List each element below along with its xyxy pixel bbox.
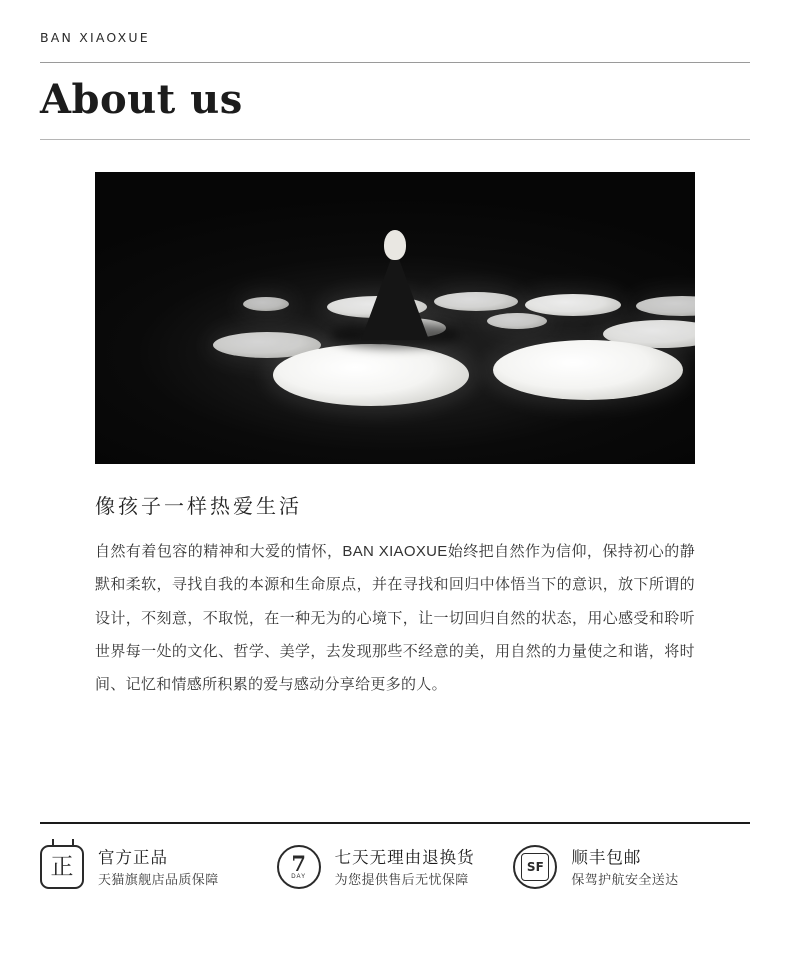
sf-express-icon (513, 845, 559, 891)
brand-row (40, 0, 750, 56)
figure-body (361, 248, 429, 340)
light-disc (525, 294, 621, 316)
guarantee-subtitle: 保驾护航安全送达 (571, 871, 679, 887)
seven-number: 7 (291, 850, 306, 876)
zheng-authentic-icon (40, 845, 86, 891)
copy-paragraph: 自然有着包容的精神和大爱的情怀，BAN XIAOXUE始终把自然作为信仰，保持初心的静默和柔软，寻找自我的本源和生命原点，并在寻找和回归中体悟当下的意识，放下所谓的设计，不刻意，不取悦，在一种无为的心境下，让一切回归自然的状态，用心感受和聆听世界每一处的文化、哲学、美学，去发现那些不经意的美，用自然的力量使之和谐，将时间、记忆和情感所积累的爱与感动分享给更多的人。 (95, 543, 695, 694)
title-block (40, 63, 750, 123)
guarantee-text (98, 850, 219, 886)
guarantee-subtitle: 天猫旗舰店品质保障 (98, 871, 219, 887)
zheng-glyph: 正 (40, 845, 84, 889)
sf-circle (513, 845, 557, 889)
guarantee-text (571, 850, 678, 886)
light-disc (487, 313, 547, 329)
page-title: About us (40, 76, 243, 123)
about-copy (95, 490, 695, 701)
sf-glyph: SF (521, 853, 549, 881)
light-disc (243, 297, 289, 311)
guarantee-subtitle: 为您提供售后无忧保障 (334, 871, 469, 887)
guarantee-item-authentic (40, 845, 277, 891)
guarantee-title: 七天无理由退换货 (334, 849, 475, 868)
guarantee-text (335, 850, 475, 886)
seven-day-circle (277, 845, 321, 889)
brand-wordmark: BAN XIAOXUE (40, 30, 150, 45)
copy-heading: 像孩子一样热爱生活 (95, 496, 302, 518)
hero-image (95, 172, 695, 464)
light-disc (493, 340, 683, 400)
divider-bottom (40, 822, 750, 824)
day-label: DAY (291, 874, 307, 881)
guarantee-strip (40, 845, 750, 891)
guarantee-title: 官方正品 (98, 849, 168, 868)
figure-head (384, 230, 406, 260)
guarantee-item-sf-express (513, 845, 750, 891)
divider-under-title (40, 139, 750, 140)
light-disc (273, 344, 469, 406)
hero-image-wrap (95, 172, 695, 464)
figure-silhouette (325, 230, 465, 340)
guarantee-item-seven-day-return (277, 845, 514, 891)
seven-day-return-icon (277, 845, 323, 891)
guarantee-title: 顺丰包邮 (571, 849, 642, 868)
